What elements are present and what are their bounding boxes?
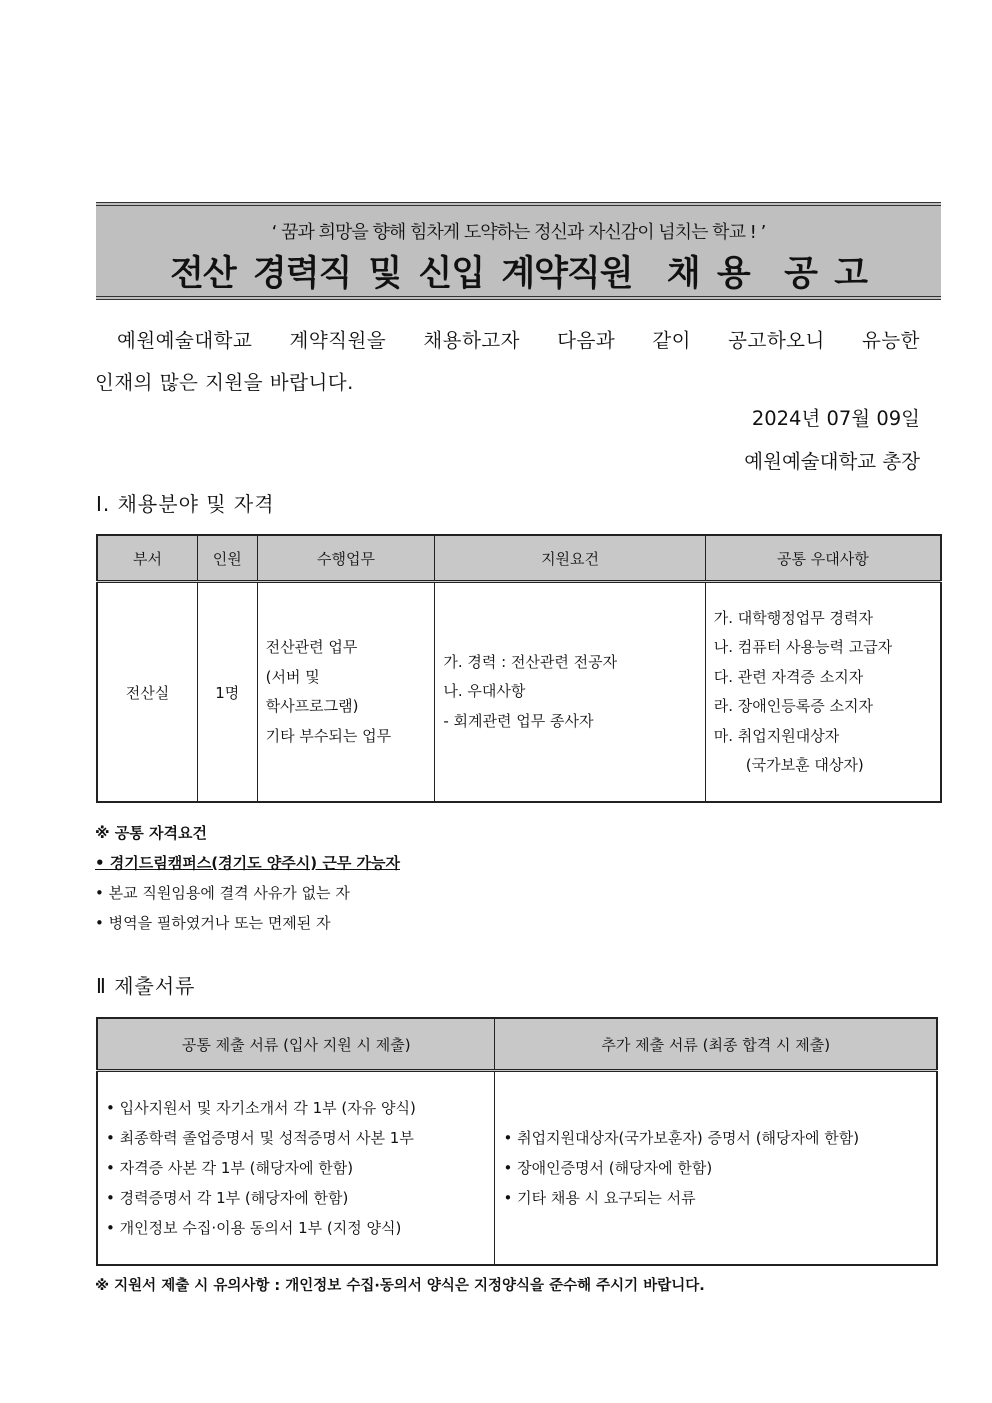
document-item: • 최종학력 졸업증명서 및 성적증명서 사본 1부 [106, 1129, 414, 1147]
document-item: • 기타 채용 시 요구되는 서류 [503, 1189, 696, 1207]
dept-cell: 전산실 [97, 582, 197, 803]
document-item: • 개인정보 수집·이용 동의서 1부 (지정 양식) [106, 1219, 402, 1237]
duty-item: 학사프로그램) [265, 697, 359, 715]
table-header-row [97, 1018, 937, 1071]
common-docs-cell [97, 1071, 495, 1266]
header-duties: 수행업무 [257, 535, 435, 582]
preference-item: (국가보훈 대상자) [745, 756, 864, 774]
header-count: 인원 [197, 535, 257, 582]
requirement-item: • 본교 직원임용에 결격 사유가 없는 자 [95, 884, 350, 902]
duty-item: 전산관련 업무 [265, 638, 358, 656]
recruitment-table [96, 534, 942, 803]
preference-item: 다. 관련 자격증 소지자 [713, 667, 864, 686]
duty-item: 기타 부수되는 업무 [265, 726, 392, 745]
table-row [97, 582, 941, 803]
documents-table [96, 1017, 938, 1266]
document-item: • 입사지원서 및 자기소개서 각 1부 (자유 양식) [106, 1099, 416, 1117]
table-header-row [97, 535, 941, 582]
header-preferences: 공통 우대사항 [705, 535, 941, 582]
requirement-item: 가. 경력 : 전산관련 전공자 [443, 652, 618, 671]
requirement-item: 나. 우대사항 [443, 682, 526, 701]
document-item: • 경력증명서 각 1부 (해당자에 한함) [106, 1189, 349, 1207]
section-2-title: Ⅱ 제출서류 [96, 974, 196, 998]
header-requirements: 지원요건 [435, 535, 705, 582]
document-item: • 취업지원대상자(국가보훈자) 증명서 (해당자에 한함) [503, 1129, 860, 1147]
preference-item: 라. 장애인등록증 소지자 [713, 697, 873, 715]
table-row [97, 1071, 937, 1266]
title-banner [96, 202, 941, 300]
count-cell: 1명 [197, 582, 257, 803]
header-additional-docs: 추가 제출 서류 (최종 합격 시 제출) [495, 1018, 937, 1071]
additional-docs-cell [495, 1071, 937, 1266]
page-title: 전산 경력직 및 신입 계약직원 채 용 공 고 [170, 254, 867, 294]
submission-note: ※ 지원서 제출 시 유의사항 : 개인정보 수집·동의서 양식은 지정양식을 준수해 주시기 바랍니다. [95, 1278, 705, 1294]
common-requirements [95, 818, 400, 938]
requirements-cell [435, 582, 705, 803]
intro-line-1: 예원예술대학교 계약직원을 채용하고자 다음과 같이 공고하오니 유능한 [117, 329, 920, 352]
requirement-item: • 경기드림캠퍼스(경기도 양주시) 근무 가능자 [95, 854, 401, 872]
requirement-item: • 병역을 필하였거나 또는 면제된 자 [95, 914, 331, 932]
duties-cell [257, 582, 435, 803]
announcement-date: 2024년 07월 09일 [751, 407, 920, 430]
slogan: ‘ 꿈과 희망을 향해 힘차게 도약하는 정신과 자신감이 넘치는 학교 ! ’ [271, 222, 766, 243]
document-item: • 자격증 사본 각 1부 (해당자에 한함) [106, 1159, 354, 1177]
duty-item: (서버 및 [265, 667, 320, 686]
preferences-cell [705, 582, 941, 803]
intro-paragraph [95, 320, 920, 404]
issuer: 예원예술대학교 총장 [744, 450, 920, 473]
preference-item: 가. 대학행정업무 경력자 [713, 608, 873, 627]
intro-line-2: 인재의 많은 지원을 바랍니다. [95, 371, 354, 394]
document-item: • 장애인증명서 (해당자에 한함) [503, 1159, 713, 1177]
preference-item: 나. 컴퓨터 사용능력 고급자 [713, 638, 893, 656]
header-dept: 부서 [97, 535, 197, 582]
requirement-item: - 회계관련 업무 종사자 [443, 711, 594, 730]
common-requirements-title: ※ 공통 자격요건 [95, 824, 207, 842]
section-1-title: Ⅰ. 채용분야 및 자격 [96, 492, 275, 516]
preference-item: 마. 취업지원대상자 [713, 726, 840, 745]
header-common-docs: 공통 제출 서류 (입사 지원 시 제출) [97, 1018, 495, 1071]
